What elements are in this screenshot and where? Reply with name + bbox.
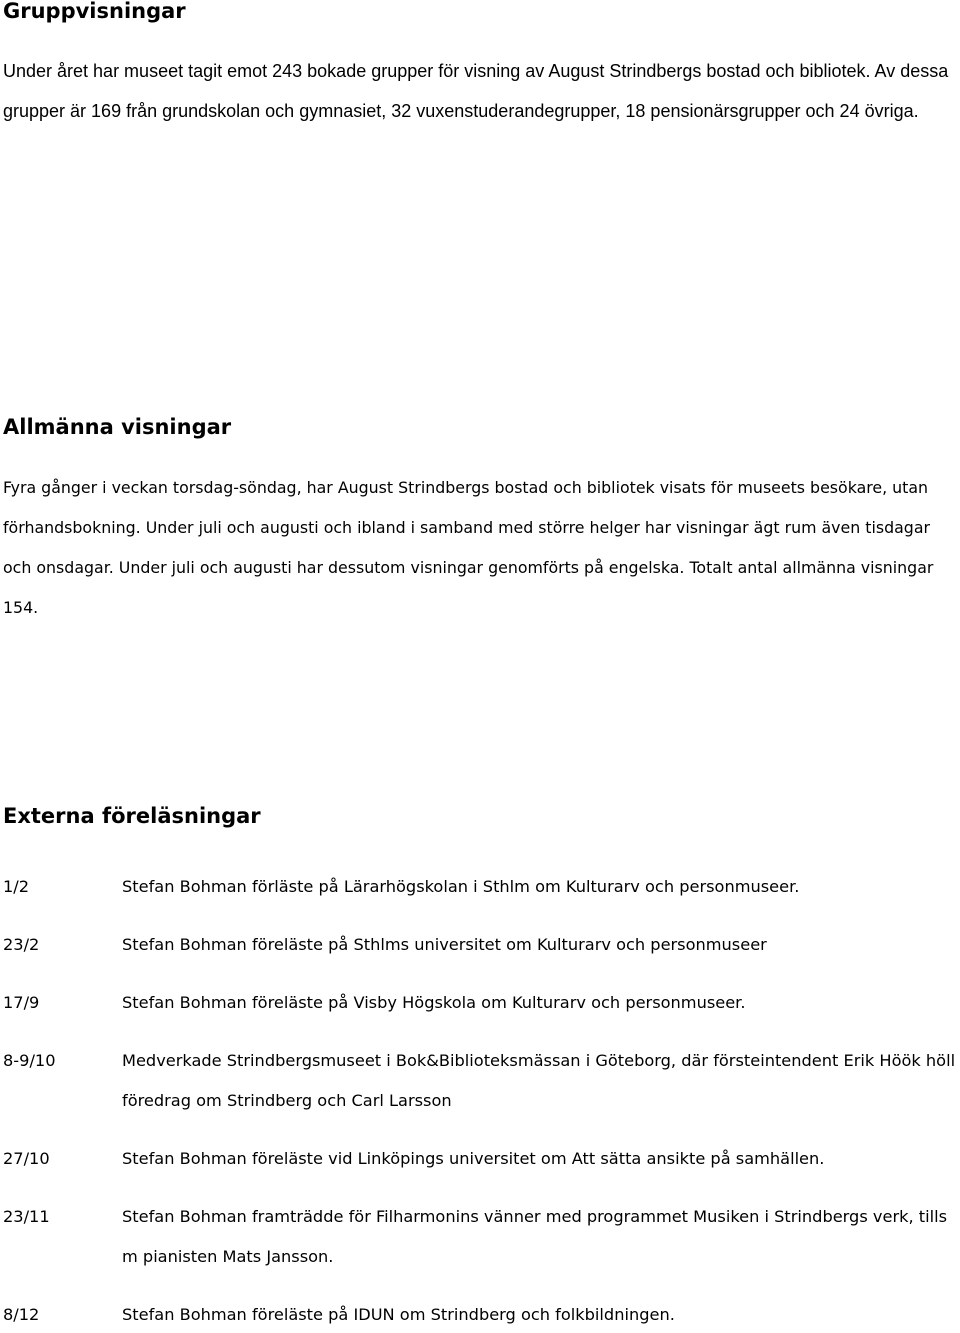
lecture-line: Stefan Bohman förläste på Lärarhögskolan i Sthlm om Kulturarv och personmuseer. — [122, 877, 800, 896]
lecture-item — [3, 925, 960, 965]
lecture-description — [122, 1197, 960, 1277]
section-heading-allmanna-visningar: Allmänna visningar — [3, 415, 232, 439]
lecture-description — [122, 1041, 960, 1121]
lecture-description — [122, 925, 960, 965]
lecture-line: Medverkade Strindbergsmuseet i Bok&Biblioteksmässan i Göteborg, där försteintendent Erik Höök höll — [122, 1051, 956, 1070]
lecture-date: 8/12 — [3, 1305, 40, 1324]
lecture-date: 23/2 — [3, 935, 40, 954]
lecture-item — [3, 1197, 960, 1277]
paragraph-allmanna-visningar: Fyra gånger i veckan torsdag-söndag, har August Strindbergs bostad och bibliotek visats för museets besökare, utan förhandsbokning. Under juli och augusti och ibland i samband med större helger har visningar ägt rum även tisdagar och onsdagar. Under juli och augusti har dessutom visningar genomförts på engelska. Totalt antal allmänna visningar 154. — [3, 478, 934, 617]
lecture-date: 27/10 — [3, 1149, 50, 1168]
lecture-line: Stefan Bohman framträdde för Filharmonins vänner med programmet Musiken i Strindbergs verk, tills — [122, 1207, 948, 1226]
lecture-date: 8-9/10 — [3, 1051, 56, 1070]
lecture-line: m pianisten Mats Jansson. — [122, 1247, 334, 1266]
lecture-description — [122, 867, 960, 907]
lecture-date: 1/2 — [3, 877, 30, 896]
lecture-item — [3, 1139, 960, 1179]
lecture-item — [3, 1295, 960, 1333]
lecture-item — [3, 983, 960, 1023]
lecture-description — [122, 1295, 960, 1333]
paragraph-gruppvisningar: Under året har museet tagit emot 243 bokade grupper för visning av August Strindbergs bostad och bibliotek. Av dessa grupper är 169 från grundskolan och gymnasiet, 32 vuxenstuderandegrupper, 18 pensionärsgrupper och 24 övriga. — [3, 61, 949, 121]
lecture-line: Stefan Bohman föreläste på Sthlms universitet om Kulturarv och personmuseer — [122, 935, 767, 954]
lecture-line: Stefan Bohman föreläste på Visby Högskola om Kulturarv och personmuseer. — [122, 993, 746, 1012]
lecture-description — [122, 1139, 960, 1179]
lecture-line: föredrag om Strindberg och Carl Larsson — [122, 1091, 452, 1110]
section-heading-gruppvisningar: Gruppvisningar — [3, 0, 186, 23]
lecture-item — [3, 1041, 960, 1121]
lecture-list — [3, 867, 960, 1333]
lecture-line: Stefan Bohman föreläste på IDUN om Strindberg och folkbildningen. — [122, 1305, 675, 1324]
lecture-description — [122, 983, 960, 1023]
lecture-line: Stefan Bohman föreläste vid Linköpings universitet om Att sätta ansikte på samhällen. — [122, 1149, 825, 1168]
section-heading-externa-forelasningar: Externa föreläsningar — [3, 804, 261, 828]
lecture-date: 23/11 — [3, 1207, 50, 1226]
lecture-item — [3, 867, 960, 907]
lecture-date: 17/9 — [3, 993, 40, 1012]
